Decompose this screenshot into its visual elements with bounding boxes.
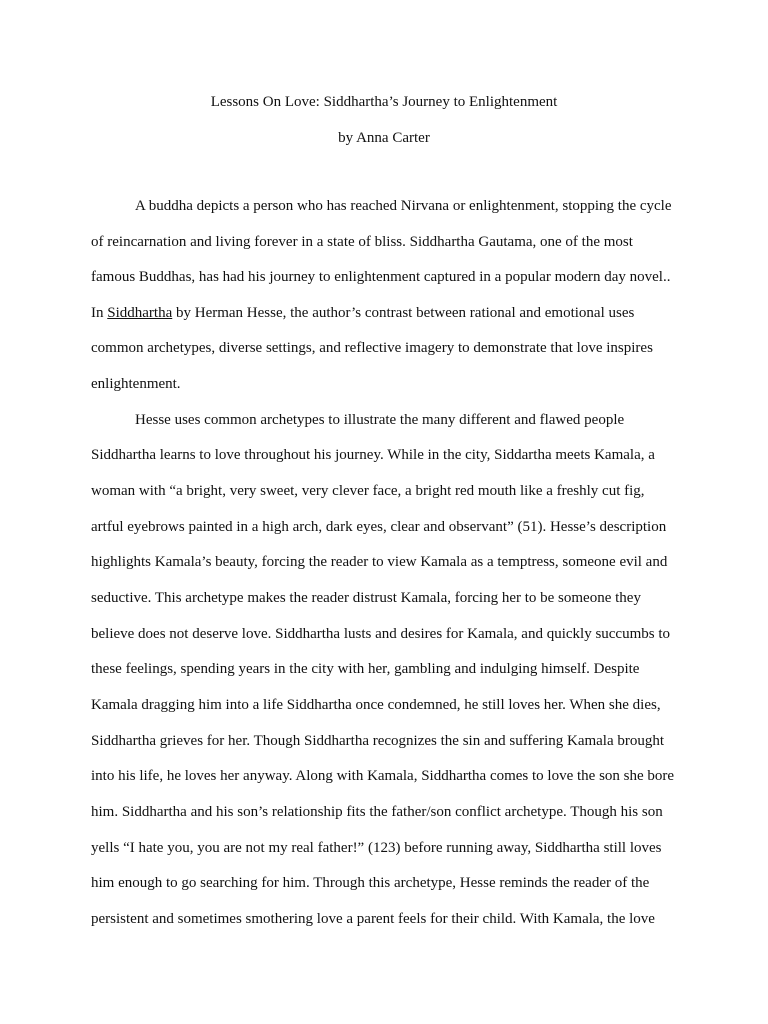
paragraph-line	[91, 303, 634, 323]
paragraph-line: artful eyebrows painted in a high arch, dark eyes, clear and observant” (51). Hesse’s description	[91, 519, 667, 535]
paragraph-line: woman with “a bright, very sweet, very clever face, a bright red mouth like a freshly cut fig,	[91, 483, 645, 499]
paragraph-line: enlightenment.	[91, 376, 181, 392]
paragraph-line: these feelings, spending years in the city with her, gambling and indulging himself. Despite	[91, 661, 640, 677]
paragraph-line: highlights Kamala’s beauty, forcing the reader to view Kamala as a temptress, someone evil and	[91, 554, 668, 570]
paragraph-line: him enough to go searching for him. Through this archetype, Hesse reminds the reader of the	[91, 875, 650, 891]
essay-byline: by Anna Carter	[338, 130, 430, 146]
paragraph-line: yells “I hate you, you are not my real father!” (123) before running away, Siddhartha still loves	[91, 840, 662, 856]
paragraph-line: A buddha depicts a person who has reached Nirvana or enlightenment, stopping the cycle	[135, 198, 672, 214]
paragraph-line: Hesse uses common archetypes to illustrate the many different and flawed people	[135, 412, 625, 428]
paragraph-line: famous Buddhas, has had his journey to enlightenment captured in a popular modern day novel..	[91, 269, 671, 285]
paragraph-line: him. Siddhartha and his son’s relationship fits the father/son conflict archetype. Though his son	[91, 804, 663, 820]
paragraph-line: Siddhartha learns to love throughout his journey. While in the city, Siddartha meets Kamala, a	[91, 447, 655, 463]
line-text: In	[91, 305, 104, 321]
book-title-underlined: Siddhartha	[107, 305, 173, 321]
paragraph-line: common archetypes, diverse settings, and reflective imagery to demonstrate that love inspires	[91, 340, 653, 356]
paragraph-line: into his life, he loves her anyway. Along with Kamala, Siddhartha comes to love the son she bore	[91, 768, 675, 784]
paragraph-line: believe does not deserve love. Siddhartha lusts and desires for Kamala, and quickly succumbs to	[91, 626, 671, 642]
paragraph-line: of reincarnation and living forever in a state of bliss. Siddhartha Gautama, one of the most	[91, 234, 633, 250]
paragraph-line: Kamala dragging him into a life Siddhartha once condemned, he still loves her. When she dies,	[91, 697, 661, 713]
paragraph-line: persistent and sometimes smothering love a parent feels for their child. With Kamala, the love	[91, 911, 655, 927]
paragraph-line: seductive. This archetype makes the reader distrust Kamala, forcing her to be someone they	[91, 590, 641, 606]
essay-title: Lessons On Love: Siddhartha’s Journey to Enlightenment	[210, 94, 558, 110]
paragraph-line: Siddhartha grieves for her. Though Siddhartha recognizes the sin and suffering Kamala brought	[91, 733, 665, 749]
line-text: by Herman Hesse, the author’s contrast between rational and emotional uses	[172, 305, 635, 321]
